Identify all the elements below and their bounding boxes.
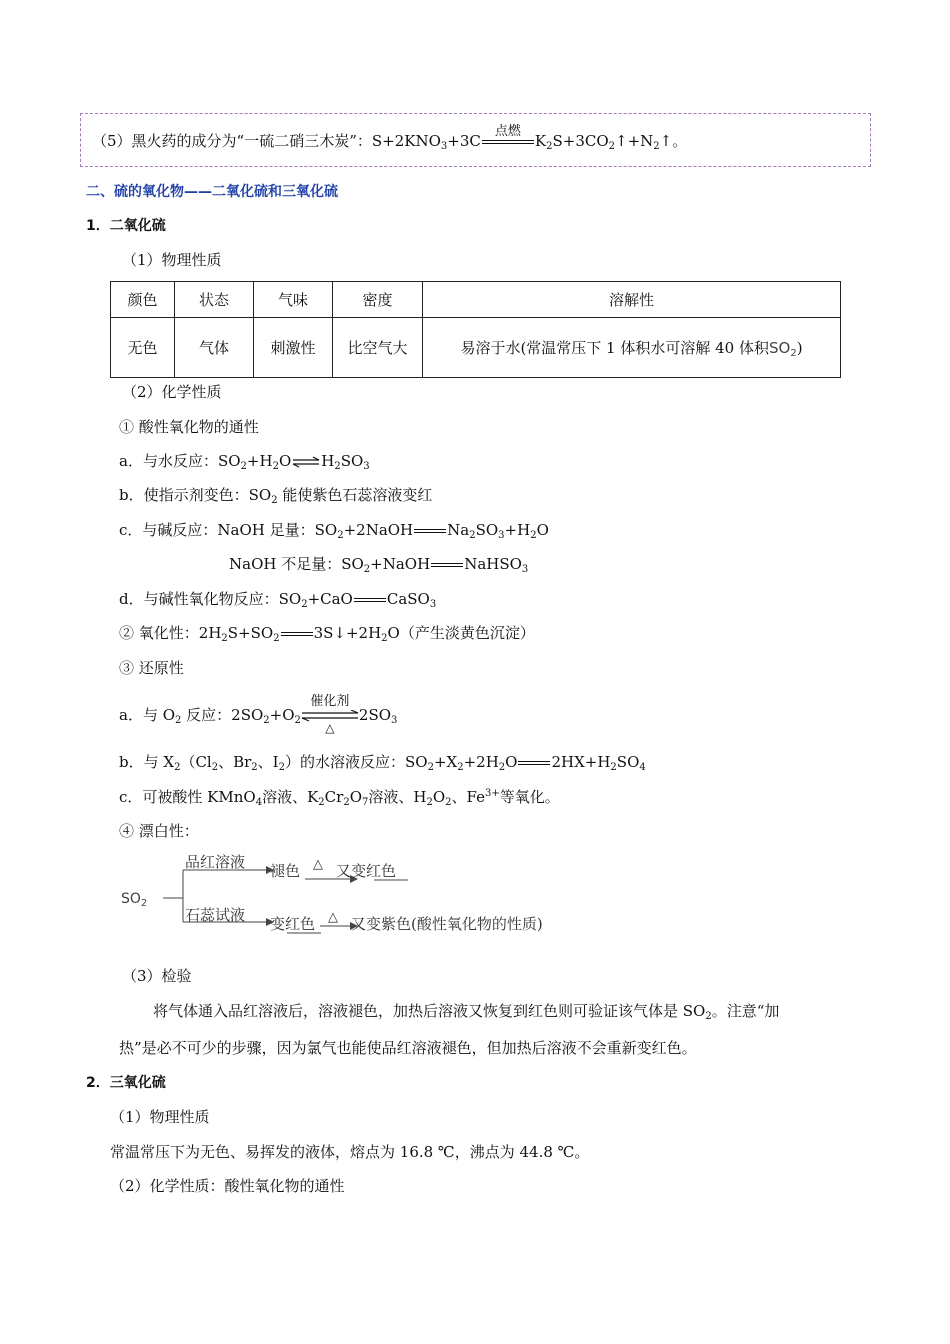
condition-label: 点燃 — [494, 124, 521, 139]
oxidizing-label: ② 氧化性： — [119, 624, 199, 642]
reaction-b: b．使指示剂变色：$SO_2$ 能使紫色石蕊溶液变红 — [119, 486, 433, 506]
equals-sign — [431, 563, 463, 567]
reducing-title: ③ 还原性 — [119, 659, 184, 677]
reaction-rb: b．与 $X_2(Cl_2$、$Br_2$、$I_2$）的水溶液反应：$SO_2+X_2+2H_2O$ $2HX+H_2SO_4$ — [119, 753, 646, 773]
reaction-b-label: b．使指示剂变色： — [119, 486, 249, 504]
table-header: 气味 — [254, 282, 333, 318]
physical-properties-table — [110, 281, 841, 378]
item5-tail: ↑。 — [659, 132, 688, 150]
table-header: 溶解性 — [423, 282, 841, 318]
equals-sign — [281, 632, 313, 636]
chem-title: （2）化学性质 — [122, 383, 222, 401]
diagram-result1 — [270, 857, 397, 883]
oxidizing-property: ② 氧化性：$2H_2S+SO_2$ $3S↓+2H_2O$（产生淡黄色沉淀） — [119, 624, 535, 644]
heat-symbol: △ — [328, 910, 339, 925]
reaction-ra: a．与 $O_2$ 反应：$2SO_2+O_2$ 催化剂 △ $2SO_3$ — [119, 705, 397, 726]
result1b: 又变 — [336, 862, 367, 880]
test-line1-tail: 。注意“加 — [711, 1002, 780, 1020]
table-cell-solubility: 易溶于水(常温常压下 1 体积水可溶解 40 体积$SO_2$) — [423, 318, 841, 378]
bleach-title: ④ 漂白性： — [119, 822, 199, 840]
catalyst-label: 催化剂 — [310, 694, 350, 709]
reaction-rb-mid4: ）的水溶液反应： — [284, 753, 405, 771]
reaction-d: d．与碱性氧化物反应：$SO_2+CaO$ CaSO$_3$ — [119, 590, 437, 610]
so2-title: 1．二氧化硫 — [86, 218, 166, 234]
rc-text1: c．可被酸性 KMnO — [119, 788, 256, 806]
item5-prefix: （5）黑火药的成分为“一硫二硝三木炭”：S+2KNO — [92, 132, 441, 150]
reaction-rb-mid3: 、I — [257, 753, 279, 771]
result2a: 变 — [270, 915, 286, 933]
rc-text2: 溶液、K — [262, 788, 319, 806]
table-header: 状态 — [175, 282, 254, 318]
test-line2: 热”是必不可少的步骤，因为氯气也能使品红溶液褪色，但加热后溶液不会重新变红色。 — [119, 1039, 697, 1057]
reaction-c1: c．与碱反应：NaOH 足量：$SO_2+2NaOH$ $Na_2SO_3+H_2O$ — [119, 521, 549, 541]
reaction-ra-mid: 反应： — [181, 706, 232, 724]
result2b: 红色 — [285, 915, 316, 933]
table-cell: 无色 — [111, 318, 175, 378]
table-cell: 气体 — [175, 318, 254, 378]
table-cell: 刺激性 — [254, 318, 333, 378]
test-line1: 将气体通入品红溶液后，溶液褪色，加热后溶液又恢复到红色则可验证该气体是 $SO_2$。注意“加 — [153, 1002, 780, 1022]
reaction-rb-mid: （Cl — [180, 753, 212, 771]
section-heading: 二、硫的氧化物——二氧化硫和三氧化硫 — [86, 184, 338, 200]
oxidizing-note: （产生淡黄色沉淀） — [399, 624, 535, 642]
reaction-a: a．与水反应：$SO_2+H_2O$ $H_2SO_3$ — [119, 452, 370, 472]
heat-symbol: △ — [313, 857, 324, 872]
table-row — [111, 318, 841, 378]
reaction-ra-label: a．与 O — [119, 706, 176, 724]
item5-equation: （5）黑火药的成分为“一硫二硝三木炭”：$S+2KNO_3+3C$ 点燃 $K_2S+3CO_2↑+N_2↑$。 — [92, 124, 688, 152]
reaction-rb-mid2: 、Br — [218, 753, 252, 771]
reaction-c2-label: NaOH 不足量： — [229, 555, 342, 573]
acid-title: ① 酸性氧化物的通性 — [119, 418, 259, 436]
diagram-result2 — [270, 910, 543, 936]
reaction-d-label: d．与碱性氧化物反应： — [119, 590, 279, 608]
diagram-branch2: 石蕊试液 — [185, 906, 246, 924]
test-title: （3）检验 — [122, 967, 192, 985]
table-header: 密度 — [333, 282, 423, 318]
solubility-text: 易溶于水(常温常压下 1 体积水可溶解 40 体积 — [460, 339, 769, 357]
rc-text3: 溶液、H — [368, 788, 427, 806]
equals-sign — [414, 529, 446, 533]
reaction-c2: NaOH 不足量：$SO_2+NaOH$ NaHSO$_3$ — [229, 555, 529, 575]
heat-symbol: △ — [325, 721, 335, 735]
result1c: 红色 — [366, 862, 397, 880]
so3-phys-text: 常温常压下为无色、易挥发的液体，熔点为 16.8 ℃，沸点为 44.8 ℃。 — [110, 1143, 590, 1161]
so2-formula: $SO_2$ — [769, 339, 797, 359]
reaction-sign — [482, 124, 534, 144]
reaction-b-text: 能使紫色石蕊溶液变红 — [282, 486, 433, 504]
result2c: 又变紫色(酸性氧化物的性质) — [351, 915, 543, 933]
so3-chem-title: （2）化学性质：酸性氧化物的通性 — [110, 1177, 345, 1195]
catalytic-reversible-arrow — [301, 694, 359, 735]
reaction-c-label: c．与碱反应： — [119, 521, 218, 539]
equals-sign — [518, 761, 550, 765]
so3-title: 2．三氧化硫 — [86, 1075, 166, 1091]
reversible-arrow-icon — [291, 456, 321, 468]
reaction-rc: c．可被酸性 KMnO$_4$溶液、$K_2Cr_2O_7$溶液、$H_2O_2$、$Fe^{3+}$等氧化。 — [119, 788, 560, 808]
phys-title: （1）物理性质 — [122, 251, 222, 269]
diagram-branch1: 品红溶液 — [185, 853, 246, 871]
table-header: 颜色 — [111, 282, 175, 318]
reaction-rb-label: b．与 X — [119, 753, 175, 771]
diagram-source: $SO_2$ — [121, 891, 148, 909]
test-line1-text: 将气体通入品红溶液后，溶液褪色，加热后溶液又恢复到红色则可验证该气体是 SO — [153, 1002, 706, 1020]
source-label: SO — [121, 891, 141, 907]
result1a: 褪色 — [270, 862, 301, 880]
reaction-c1-label: NaOH 足量： — [217, 521, 315, 539]
rc-text5: 等氧化。 — [499, 788, 560, 806]
so3-phys-title: （1）物理性质 — [110, 1108, 210, 1126]
equals-sign — [354, 598, 386, 602]
reaction-a-label: a．与水反应： — [119, 452, 218, 470]
table-cell: 比空气大 — [333, 318, 423, 378]
table-header-row — [111, 282, 841, 318]
rc-text4: 、Fe — [451, 788, 486, 806]
